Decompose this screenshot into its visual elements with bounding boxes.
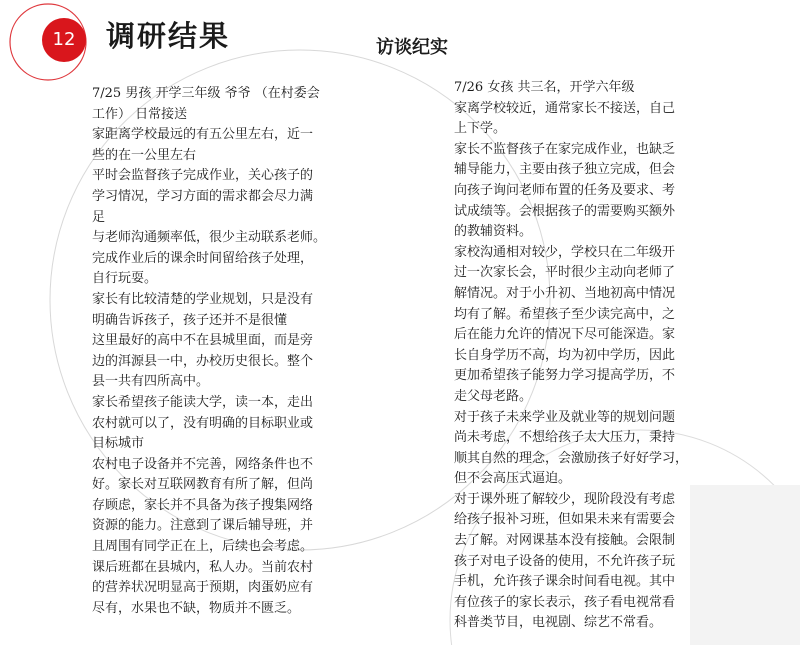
text-line: 长自身学历不高，均为初中学历，因此 [454, 347, 676, 363]
text-line: 有位孩子的家长表示，孩子看电视常看 [454, 594, 676, 610]
text-line: 上下学。 [454, 121, 507, 137]
section-subtitle: 访谈纪实 [376, 37, 448, 58]
text-line: 县一共有四所高中。 [92, 374, 210, 390]
text-line: 对于孩子未来学业及就业等的规划问题 [454, 409, 676, 425]
text-line: 家长希望孩子能读大学，读一本，走出 [92, 394, 314, 410]
text-line: 存顾虑，家长并不具备为孩子搜集网络 [92, 497, 314, 513]
text-line: 与老师沟通频率低，很少主动联系老师。 [92, 230, 327, 246]
page-title: 调研结果 [106, 19, 231, 53]
text-line: 足 [92, 209, 106, 225]
text-line: 完成作业后的课余时间留给孩子处理， [92, 250, 314, 266]
text-line: 解情况。对于小升初、当地初高中情况 [454, 285, 676, 301]
text-line: 7/25 男孩 开学三年级 爷爷 （在村委会 [92, 86, 320, 101]
text-line: 试成绩等。会根据孩子的需要购买额外 [454, 203, 676, 219]
text-line: 些的在一公里左右 [92, 147, 197, 163]
text-line: 的教辅资料。 [454, 224, 533, 240]
text-line: 自行玩耍。 [92, 271, 158, 287]
text-line: 给孩子报补习班，但如果未来有需要会 [454, 512, 676, 528]
text-line: 农村就可以了，没有明确的目标职业或 [92, 415, 314, 431]
page-number-badge: 12 [42, 18, 86, 62]
text-line: 家离学校较近，通常家长不接送，自己 [454, 100, 676, 116]
text-line: 过一次家长会，平时很少主动向老师了 [454, 265, 676, 281]
text-line: 科普类节目，电视剧、综艺不常看。 [454, 615, 663, 631]
text-line: 边的洱源县一中，办校历史很长。整个 [92, 353, 314, 369]
text-line: 资源的能力。注意到了课后辅导班，并 [92, 518, 314, 534]
text-line: 更加希望孩子能努力学习提高学历，不 [454, 368, 676, 384]
text-line: 学习情况，学习方面的需求都会尽力满 [92, 188, 314, 204]
text-line: 7/26 女孩 共三名，开学六年级 [454, 80, 635, 95]
interview-left-column [92, 84, 407, 619]
text-line: 家距离学校最远的有五公里左右，近一 [92, 127, 314, 143]
text-line: 去了解。对网课基本没有接触。会限制 [454, 533, 676, 549]
text-line: 孩子对电子设备的使用，不允许孩子玩 [454, 553, 676, 569]
text-line: 好。家长对互联网教育有所了解，但尚 [92, 477, 314, 493]
text-line: 向孩子询问老师布置的任务及要求、考 [454, 182, 676, 198]
text-line: 尽有，水果也不缺，物质并不匮乏。 [92, 600, 301, 616]
text-line: 农村电子设备并不完善，网络条件也不 [92, 456, 314, 472]
text-line: 走父母老路。 [454, 388, 533, 404]
text-line: 尚未考虑，不想给孩子太大压力，秉持 [454, 430, 676, 446]
text-line: 后在能力允许的情况下尽可能深造。家 [454, 327, 676, 343]
text-line: 工作） 日常接送 [92, 106, 188, 122]
text-line: 家长有比较清楚的学业规划，只是没有 [92, 291, 314, 307]
text-line: 顺其自然的理念，会激励孩子好好学习， [454, 450, 689, 466]
text-line: 对于课外班了解较少，现阶段没有考虑 [454, 491, 676, 507]
text-line: 家长不监督孩子在家完成作业，也缺乏 [454, 141, 676, 157]
text-line: 平时会监督孩子完成作业，关心孩子的 [92, 168, 314, 184]
text-line: 目标城市 [92, 436, 145, 452]
text-line: 手机，允许孩子课余时间看电视。其中 [454, 574, 676, 590]
interview-right-column [454, 78, 759, 634]
text-line: 明确告诉孩子，孩子还并不是很懂 [92, 312, 288, 328]
text-line: 但不会高压式逼迫。 [454, 471, 572, 487]
text-line: 均有了解。希望孩子至少读完高中，之 [454, 306, 676, 322]
text-line: 课后班都在县城内，私人办。当前农村 [92, 559, 314, 575]
text-line: 家校沟通相对较少，学校只在二年级开 [454, 244, 676, 260]
text-line: 辅导能力，主要由孩子独立完成，但会 [454, 162, 676, 178]
text-line: 这里最好的高中不在县城里面，而是旁 [92, 333, 314, 349]
text-line: 的营养状况明显高于预期，肉蛋奶应有 [92, 580, 314, 596]
text-line: 且周围有同学正在上，后续也会考虑。 [92, 539, 314, 555]
